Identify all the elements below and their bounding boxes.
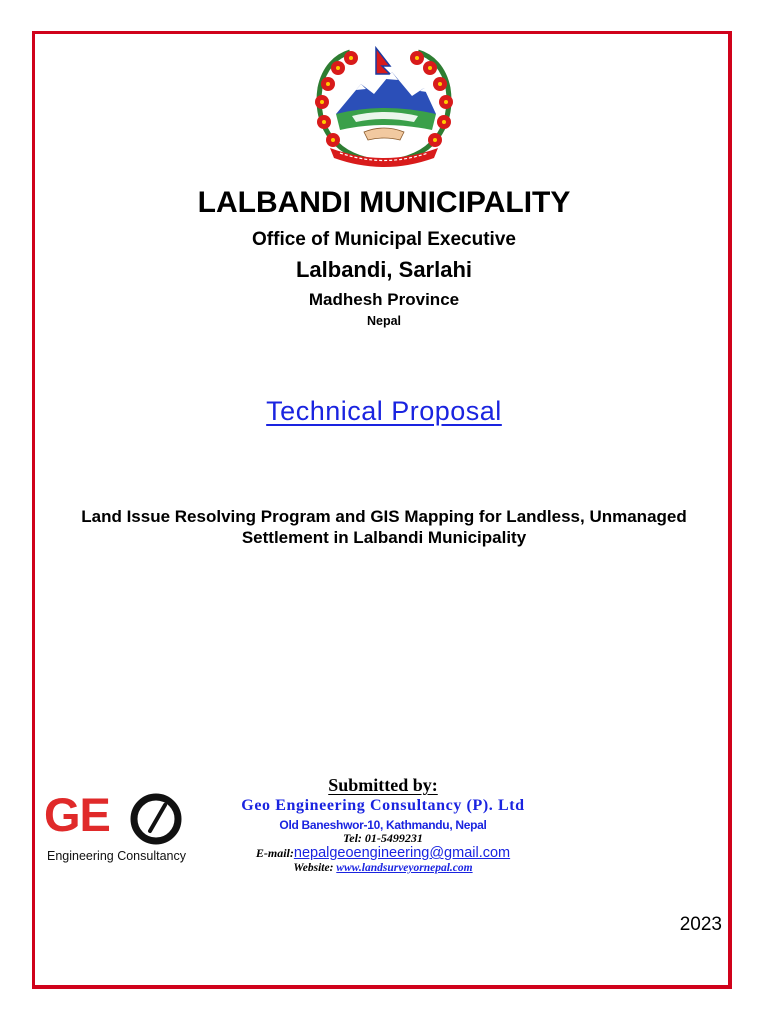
nepal-coat-of-arms-icon (306, 44, 462, 168)
company-name: Geo Engineering Consultancy (P). Ltd (241, 797, 525, 814)
email-label: E-mail: (255, 846, 294, 860)
company-website (200, 862, 566, 874)
email-link[interactable]: nepalgeoengineering@gmail.com (293, 845, 511, 861)
project-title: Land Issue Resolving Program and GIS Mapping for Landless, Unmanaged Settlement in Lalbandi Municipality (81, 507, 687, 547)
submitted-by-label: Submitted by: (328, 775, 438, 795)
geo-logo-wordmark: GE (44, 788, 110, 841)
document-year: 2023 (679, 914, 722, 935)
province: Madhesh Province (308, 290, 460, 309)
company-email (200, 845, 566, 861)
document-type[interactable] (0, 396, 768, 427)
location: Lalbandi, Sarlahi (295, 257, 473, 282)
compass-o-icon (128, 791, 184, 847)
geo-logo-subtitle: Engineering Consultancy (47, 849, 186, 863)
document-type-link[interactable]: Technical Proposal (266, 396, 502, 426)
website-link[interactable]: www.landsurveyornepal.com (336, 862, 473, 874)
company-tel: Tel: 01-5499231 (343, 831, 423, 845)
company-address: Old Baneshwor-10, Kathmandu, Nepal (279, 818, 487, 832)
municipality-title: LALBANDI MUNICIPALITY (197, 186, 571, 219)
office-name: Office of Municipal Executive (252, 229, 516, 250)
website-label: Website: (293, 862, 334, 874)
country: Nepal (366, 314, 402, 328)
